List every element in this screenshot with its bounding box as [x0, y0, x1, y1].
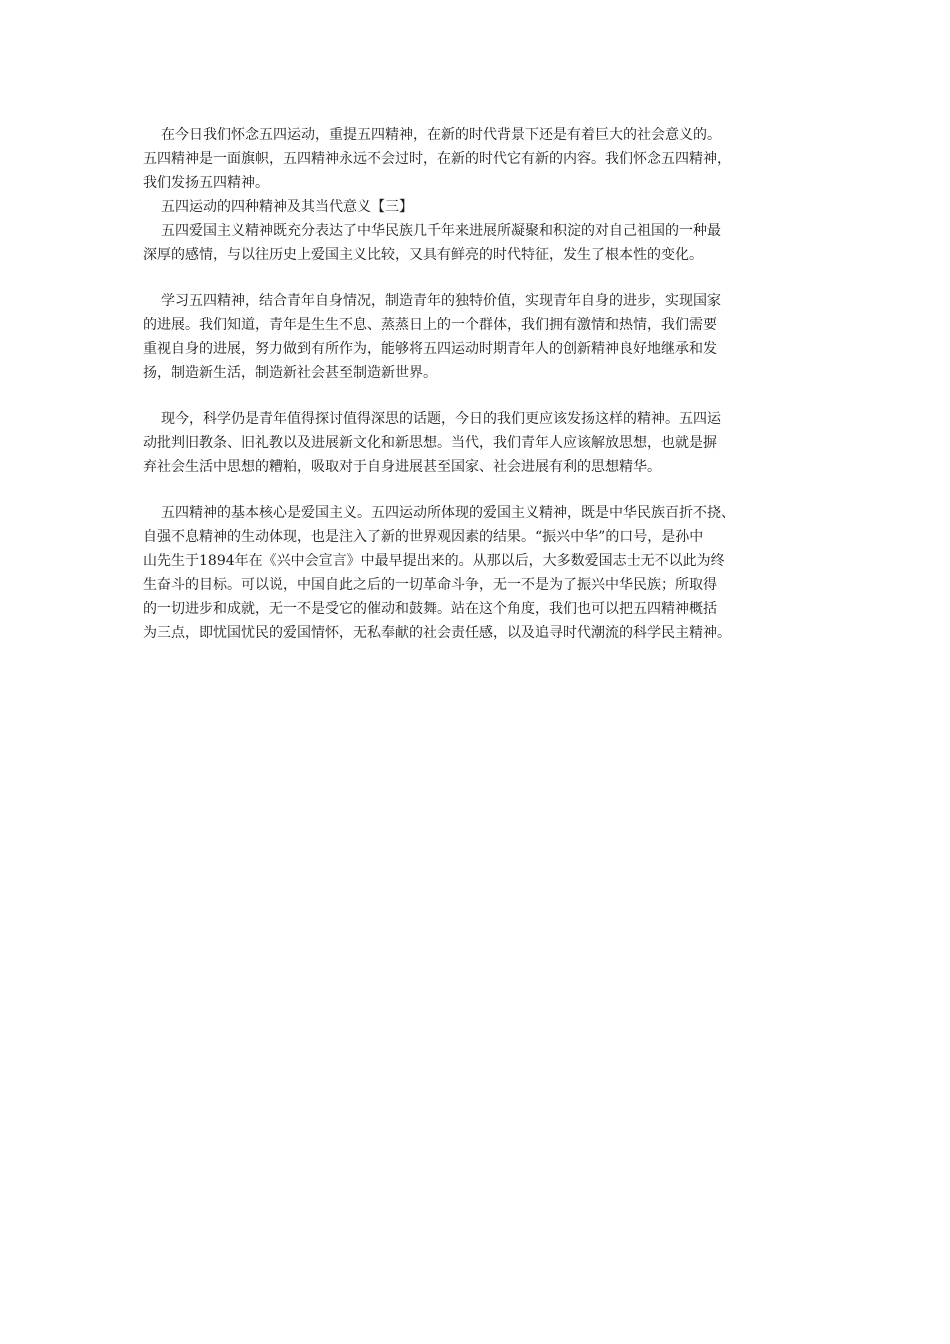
text-line: 动批判旧教条、旧礼教以及进展新文化和新思想。当代，我们青年人应该解放思想，也就是摒	[143, 435, 717, 451]
text-line: 山先生于1894年在《兴中会宣言》中最早提出来的。从那以后，大多数爱国志士无不以此为终	[143, 553, 725, 569]
section-heading	[143, 195, 808, 219]
paragraph-gap	[143, 267, 808, 289]
paragraph-2	[143, 219, 808, 267]
paragraph-4	[143, 407, 808, 479]
text-line: 五四精神的基本核心是爱国主义。五四运动所体现的爱国主义精神，既是中华民族百折不挠、	[161, 505, 735, 521]
text-line: 五四精神是一面旗帜，五四精神永远不会过时，在新的时代它有新的内容。我们怀念五四精神，	[143, 151, 731, 167]
text-line: 在今日我们怀念五四运动，重提五四精神，在新的时代背景下还是有着巨大的社会意义的。	[161, 127, 721, 143]
text-line: 我们发扬五四精神。	[143, 175, 269, 191]
paragraph-5	[143, 501, 808, 645]
text-line: 扬，制造新生活，制造新社会甚至制造新世界。	[143, 365, 437, 381]
text-line: 为三点，即忧国忧民的爱国情怀，无私奉献的社会责任感，以及追寻时代潮流的科学民主精神。	[143, 625, 731, 641]
paragraph-gap	[143, 479, 808, 501]
text-line: 生奋斗的目标。可以说，中国自此之后的一切革命斗争，无一不是为了振兴中华民族；所取得	[143, 577, 717, 593]
paragraph-1	[143, 123, 808, 195]
paragraph-gap	[143, 385, 808, 407]
text-line: 弃社会生活中思想的糟粕，吸取对于自身进展甚至国家、社会进展有利的思想精华。	[143, 459, 661, 475]
text-line: 的一切进步和成就，无一不是受它的催动和鼓舞。站在这个角度，我们也可以把五四精神概括	[143, 601, 717, 617]
text-line: 现今，科学仍是青年值得探讨值得深思的话题，今日的我们更应该发扬这样的精神。五四运	[161, 411, 721, 427]
text-line: 学习五四精神，结合青年自身情况，制造青年的独特价值，实现青年自身的进步，实现国家	[161, 293, 721, 309]
text-line: 五四爱国主义精神既充分表达了中华民族几千年来进展所凝聚和积淀的对自己祖国的一种最	[161, 223, 721, 239]
document-body	[143, 123, 808, 645]
text-line: 五四运动的四种精神及其当代意义【三】	[161, 199, 413, 215]
text-line: 自强不息精神的生动体现，也是注入了新的世界观因素的结果。“振兴中华”的口号，是孙中	[143, 529, 704, 545]
paragraph-3	[143, 289, 808, 385]
text-line: 重视自身的进展，努力做到有所作为，能够将五四运动时期青年人的创新精神良好地继承和发	[143, 341, 717, 357]
text-line: 的进展。我们知道，青年是生生不息、蒸蒸日上的一个群体，我们拥有激情和热情，我们需要	[143, 317, 717, 333]
text-line: 深厚的感情，与以往历史上爱国主义比较，又具有鲜亮的时代特征，发生了根本性的变化。	[143, 247, 703, 263]
